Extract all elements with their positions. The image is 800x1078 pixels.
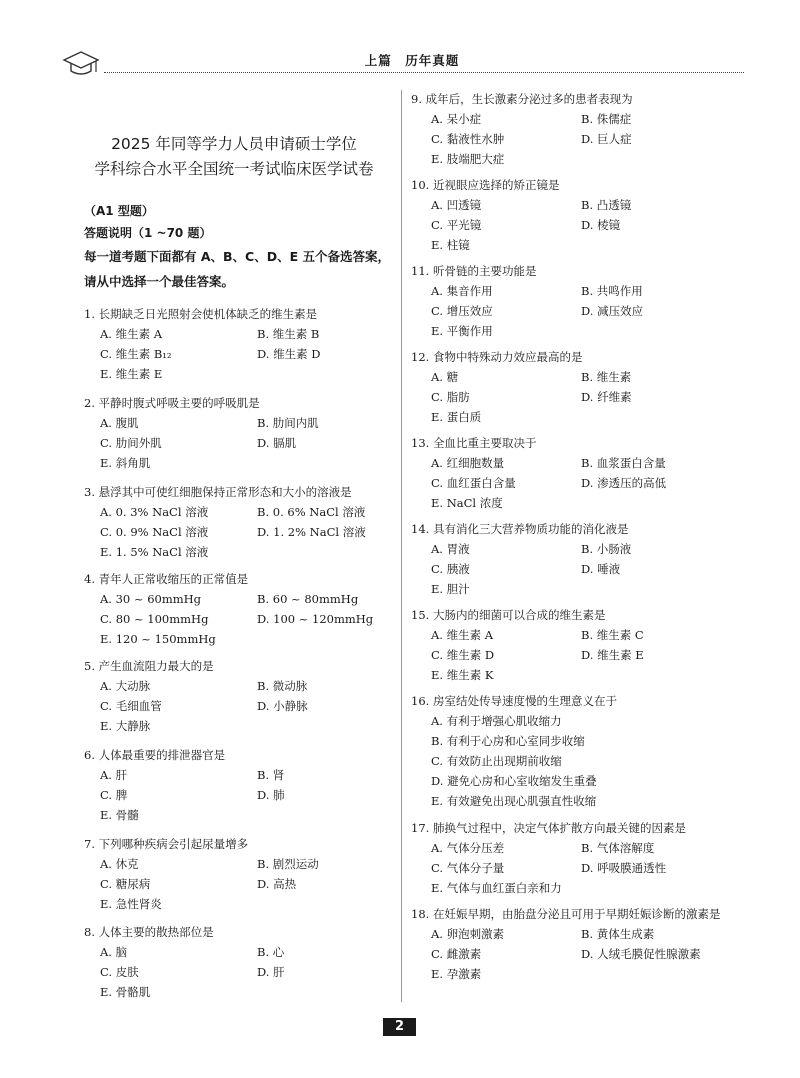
question-stem: 9. 成年后，生长激素分泌过多的患者表现为 <box>411 92 633 106</box>
option: A. 糖 <box>431 370 459 384</box>
option: B. 黄体生成素 <box>581 927 655 941</box>
option: D. 高热 <box>257 877 297 891</box>
option: B. 剧烈运动 <box>257 857 319 871</box>
option: B. 凸透镜 <box>581 198 632 212</box>
option: A. 脑 <box>100 945 128 959</box>
option: B. 微动脉 <box>257 679 308 693</box>
option: A. 胃液 <box>431 542 470 556</box>
option: C. 血红蛋白含量 <box>431 476 516 490</box>
option: A. 红细胞数量 <box>431 456 505 470</box>
option: C. 增压效应 <box>431 304 493 318</box>
option: E. 柱镜 <box>431 238 470 252</box>
question-2 <box>84 393 394 473</box>
option: B. 小肠液 <box>581 542 632 556</box>
option: B. 肾 <box>257 768 285 782</box>
question-stem: 4. 青年人正常收缩压的正常值是 <box>84 572 249 586</box>
option: D. 呼吸膜通透性 <box>581 861 667 875</box>
option: A. 维生素 A <box>431 628 494 642</box>
option: B. 共鸣作用 <box>581 284 643 298</box>
option: A. 大动脉 <box>100 679 151 693</box>
option: E. 有效避免出现心肌强直性收缩 <box>431 794 597 808</box>
instructions-text: 每一道考题下面都有 A、B、C、D、E 五个备选答案，请从中选择一个最佳答案。 <box>84 249 390 289</box>
question-stem: 10. 近视眼应选择的矫正镜是 <box>411 178 560 192</box>
option: B. 血浆蛋白含量 <box>581 456 666 470</box>
option: E. 平衡作用 <box>431 324 493 338</box>
question-stem: 13. 全血比重主要取决于 <box>411 436 537 450</box>
option: B. 维生素 C <box>581 628 644 642</box>
option: D. 避免心房和心室收缩发生重叠 <box>431 774 597 788</box>
option: A. 0. 3% NaCl 溶液 <box>100 505 209 519</box>
question-15 <box>411 605 731 685</box>
question-stem: 12. 食物中特殊动力效应最高的是 <box>411 350 583 364</box>
option: E. 维生素 E <box>100 367 163 381</box>
question-18 <box>411 904 731 984</box>
question-stem: 3. 悬浮其中可使红细胞保持正常形态和大小的溶液是 <box>84 485 352 499</box>
option: C. 脾 <box>100 788 128 802</box>
question-13 <box>411 433 731 513</box>
question-stem: 18. 在妊娠早期，由胎盘分泌且可用于早期妊娠诊断的激素是 <box>411 907 721 921</box>
option: D. 纤维素 <box>581 390 632 404</box>
option: C. 肋间外肌 <box>100 436 162 450</box>
option: D. 维生素 D <box>257 347 321 361</box>
option: D. 唾液 <box>581 562 621 576</box>
option: E. 急性肾炎 <box>100 897 162 911</box>
option: E. 维生素 K <box>431 668 494 682</box>
option: C. 脂肪 <box>431 390 470 404</box>
question-stem: 7. 下列哪种疾病会引起尿量增多 <box>84 837 249 851</box>
option: E. 120 ~ 150mmHg <box>100 632 216 646</box>
option: A. 气体分压差 <box>431 841 505 855</box>
option: D. 减压效应 <box>581 304 644 318</box>
question-11 <box>411 261 731 341</box>
option: B. 肋间内肌 <box>257 416 319 430</box>
option: B. 60 ~ 80mmHg <box>257 592 359 606</box>
question-stem: 5. 产生血流阻力最大的是 <box>84 659 214 673</box>
option: E. NaCl 浓度 <box>431 496 503 510</box>
option: A. 凹透镜 <box>431 198 482 212</box>
question-stem: 17. 肺换气过程中，决定气体扩散方向最关键的因素是 <box>411 821 686 835</box>
option: D. 膈肌 <box>257 436 297 450</box>
option: C. 气体分子量 <box>431 861 505 875</box>
option: B. 0. 6% NaCl 溶液 <box>257 505 366 519</box>
question-3 <box>84 482 394 562</box>
question-12 <box>411 347 731 427</box>
option: E. 孕激素 <box>431 967 482 981</box>
option: A. 腹肌 <box>100 416 139 430</box>
option: A. 呆小症 <box>431 112 482 126</box>
option: E. 斜角肌 <box>100 456 151 470</box>
question-4 <box>84 569 394 649</box>
option: E. 气体与血红蛋白亲和力 <box>431 881 562 895</box>
graduation-cap-icon <box>62 48 100 80</box>
option: C. 80 ~ 100mmHg <box>100 612 209 626</box>
question-16 <box>411 691 731 811</box>
option: E. 肢端肥大症 <box>431 152 505 166</box>
option: D. 巨人症 <box>581 132 632 146</box>
option: C. 维生素 B₁₂ <box>100 347 172 361</box>
option: B. 侏儒症 <box>581 112 632 126</box>
option: B. 有利于心房和心室同步收缩 <box>431 734 585 748</box>
option: D. 100 ~ 120mmHg <box>257 612 374 626</box>
option: C. 雌激素 <box>431 947 482 961</box>
option: E. 骨骼肌 <box>100 985 151 999</box>
option: D. 1. 2% NaCl 溶液 <box>257 525 366 539</box>
option: A. 30 ~ 60mmHg <box>100 592 202 606</box>
option: D. 人绒毛膜促性腺激素 <box>581 947 701 961</box>
question-stem: 8. 人体主要的散热部位是 <box>84 925 214 939</box>
section-instructions <box>84 200 394 294</box>
option: B. 维生素 <box>581 370 632 384</box>
question-9 <box>411 89 731 169</box>
header-divider <box>104 72 744 73</box>
option: C. 糖尿病 <box>100 877 151 891</box>
option: C. 0. 9% NaCl 溶液 <box>100 525 209 539</box>
question-stem: 16. 房室结处传导速度慢的生理意义在于 <box>411 694 617 708</box>
question-10 <box>411 175 731 255</box>
question-14 <box>411 519 731 599</box>
option: E. 大静脉 <box>100 719 151 733</box>
option: E. 胆汁 <box>431 582 470 596</box>
question-stem: 2. 平静时腹式呼吸主要的呼吸肌是 <box>84 396 260 410</box>
option: C. 黏液性水肿 <box>431 132 505 146</box>
question-stem: 11. 听骨链的主要功能是 <box>411 264 537 278</box>
instructions-heading: 答题说明（1 ~70 题） <box>84 226 212 240</box>
option: D. 维生素 E <box>581 648 644 662</box>
option: E. 骨髓 <box>100 808 139 822</box>
section-label: （A1 型题） <box>84 204 154 218</box>
option: A. 维生素 A <box>100 327 163 341</box>
option: A. 休克 <box>100 857 139 871</box>
option: D. 肝 <box>257 965 285 979</box>
question-1 <box>84 304 394 384</box>
option: B. 心 <box>257 945 285 959</box>
paper-title <box>84 132 384 182</box>
option: A. 有利于增强心肌收缩力 <box>431 714 562 728</box>
question-17 <box>411 818 731 898</box>
option: C. 毛细血管 <box>100 699 162 713</box>
option: C. 有效防止出现期前收缩 <box>431 754 562 768</box>
question-stem: 15. 大肠内的细菌可以合成的维生素是 <box>411 608 606 622</box>
paper-title-line1: 2025 年同等学力人员申请硕士学位 <box>111 135 357 153</box>
option: D. 小静脉 <box>257 699 308 713</box>
option: E. 蛋白质 <box>431 410 482 424</box>
question-8 <box>84 922 394 1002</box>
option: C. 维生素 D <box>431 648 495 662</box>
question-stem: 1. 长期缺乏日光照射会使机体缺乏的维生素是 <box>84 307 318 321</box>
question-7 <box>84 834 394 914</box>
option: C. 皮肤 <box>100 965 139 979</box>
option: B. 维生素 B <box>257 327 320 341</box>
question-6 <box>84 745 394 825</box>
paper-title-line2: 学科综合水平全国统一考试临床医学试卷 <box>94 160 374 178</box>
question-stem: 6. 人体最重要的排泄器官是 <box>84 748 226 762</box>
question-5 <box>84 656 394 736</box>
option: D. 肺 <box>257 788 285 802</box>
option: D. 棱镜 <box>581 218 621 232</box>
option: A. 集音作用 <box>431 284 493 298</box>
option: C. 平光镜 <box>431 218 482 232</box>
page-number: 2 <box>383 1018 416 1036</box>
option: C. 胰液 <box>431 562 470 576</box>
option: D. 渗透压的高低 <box>581 476 667 490</box>
option: E. 1. 5% NaCl 溶液 <box>100 545 209 559</box>
option: B. 气体溶解度 <box>581 841 655 855</box>
question-stem: 14. 具有消化三大营养物质功能的消化液是 <box>411 522 629 536</box>
header-title: 上篇 历年真题 <box>364 53 460 68</box>
option: A. 肝 <box>100 768 128 782</box>
option: A. 卵泡刺激素 <box>431 927 505 941</box>
